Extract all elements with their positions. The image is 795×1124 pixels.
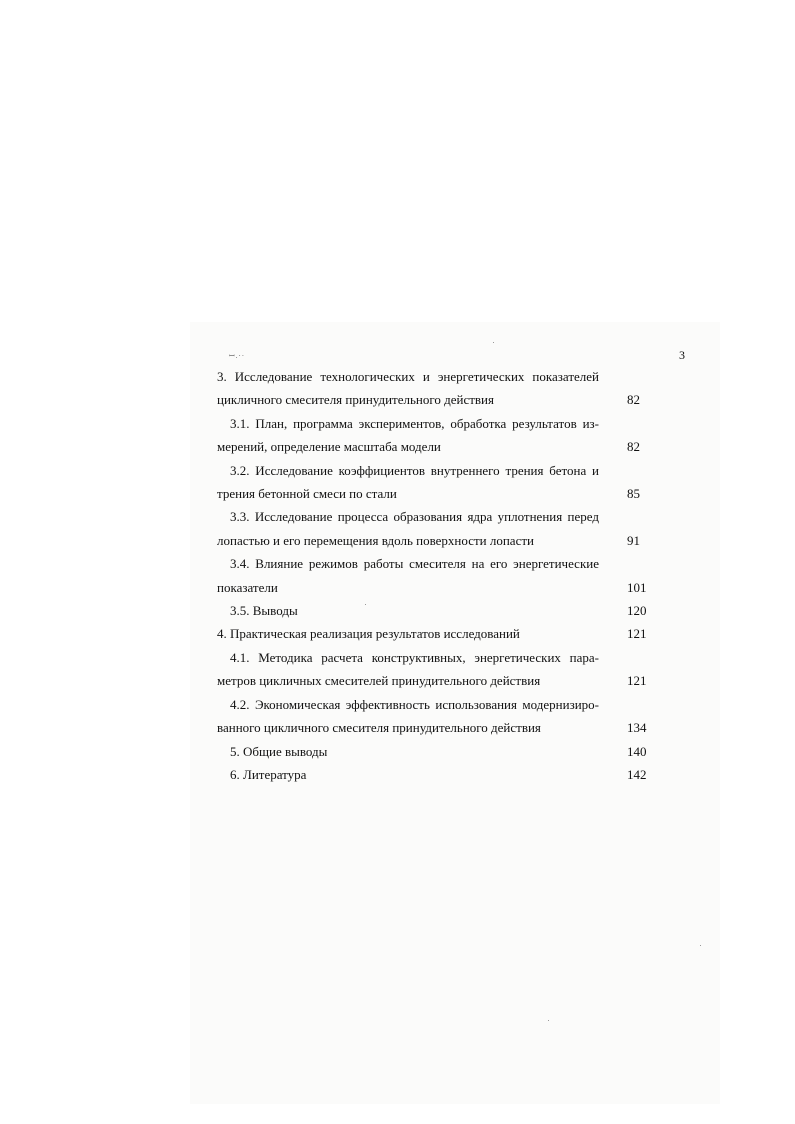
scan-speck xyxy=(493,342,494,343)
toc-entry xyxy=(217,763,667,786)
toc-entry-title-line: ванного цикличного смесителя принудительного действия xyxy=(217,720,541,736)
toc-entry-title-line: 4.2. Экономическая эффективность использования модернизиро- xyxy=(230,696,599,712)
toc-entry-page: 120 xyxy=(627,603,647,619)
toc-entry-page: 82 xyxy=(627,392,640,408)
toc-entry-page: 140 xyxy=(627,743,647,759)
toc-entry-title-line: 5. Общие выводы xyxy=(230,743,328,759)
toc-entry-title-line: цикличного смесителя принудительного действия xyxy=(217,392,494,408)
toc-entry-title-line: 3. Исследование технологических и энергетических показателей xyxy=(217,369,599,384)
toc-entry xyxy=(217,599,667,622)
toc-entry-title-line: 3.3. Исследование процесса образования ядра уплотнения перед xyxy=(230,509,599,525)
toc-entry-title-line: 3.4. Влияние режимов работы смесителя на его энергетические xyxy=(230,556,599,572)
toc-entry-page: 121 xyxy=(627,673,647,689)
toc-entry-title-line: 4.1. Методика расчета конструктивных, энергетических пара- xyxy=(230,649,599,665)
toc-entry-page: 101 xyxy=(627,579,647,595)
toc-entry-title-line: мерений, определение масштаба модели xyxy=(217,439,441,455)
toc-entry xyxy=(217,552,667,599)
toc-entry-page: 134 xyxy=(627,720,647,736)
toc-entry xyxy=(217,365,667,412)
toc-entry-title-line: 3.1. План, программа экспериментов, обработка результатов из- xyxy=(230,415,599,431)
table-of-contents xyxy=(217,365,667,786)
toc-entry-title-line: трения бетонной смеси по стали xyxy=(217,486,397,502)
toc-entry xyxy=(217,740,667,763)
toc-entry-page: 85 xyxy=(627,486,640,502)
toc-entry xyxy=(217,459,667,506)
toc-entry xyxy=(217,505,667,552)
toc-entry-title-line: лопастью и его перемещения вдоль поверхности лопасти xyxy=(217,532,534,548)
toc-entry-title-line: 6. Литература xyxy=(230,766,307,782)
toc-entry-page: 82 xyxy=(627,439,640,455)
toc-entry-page: 91 xyxy=(627,532,640,548)
page-number: 3 xyxy=(679,348,685,362)
toc-entry-title-line: метров цикличных смесителей принудительного действия xyxy=(217,673,541,689)
scan-speck xyxy=(548,1020,549,1021)
toc-entry-title-line: 3.5. Выводы xyxy=(230,603,298,619)
toc-entry xyxy=(217,622,667,645)
toc-entry-page: 121 xyxy=(627,626,647,642)
toc-entry-title-line: 4. Практическая реализация результатов исследований xyxy=(217,626,520,642)
toc-entry xyxy=(217,693,667,740)
toc-entry xyxy=(217,646,667,693)
toc-entry-title-line: 3.2. Исследование коэффициентов внутреннего трения бетона и xyxy=(230,462,599,478)
scan-speck xyxy=(700,945,701,946)
margin-scribble: ꟷ.·· xyxy=(229,352,246,360)
toc-entry-title-line: показатели xyxy=(217,579,278,595)
toc-entry-page: 142 xyxy=(627,766,647,782)
toc-entry xyxy=(217,412,667,459)
